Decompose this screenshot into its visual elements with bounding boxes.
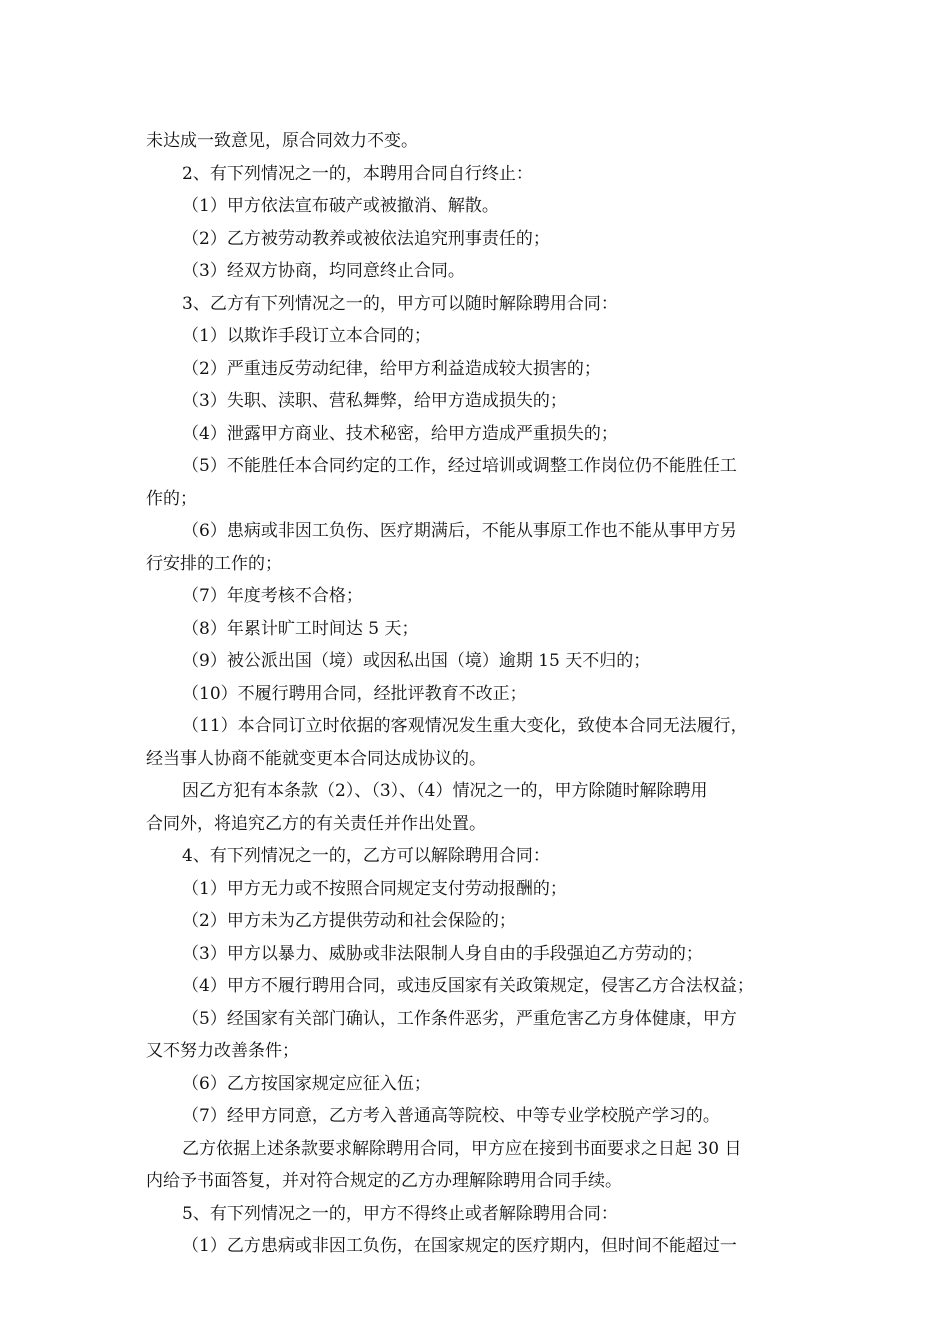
text-line: （9）被公派出国（境）或因私出国（境）逾期 15 天不归的； xyxy=(182,651,651,671)
text-line: （5）经国家有关部门确认，工作条件恶劣，严重危害乙方身体健康，甲方 xyxy=(182,1008,737,1029)
text-line: 因乙方犯有本条款（2）、（3）、（4）情况之一的，甲方除随时解除聘用 xyxy=(182,781,708,801)
text-line: （4）泄露甲方商业、技术秘密，给甲方造成严重损失的； xyxy=(182,423,618,444)
text-line: （1）乙方患病或非因工负伤，在国家规定的医疗期内，但时间不能超过一 xyxy=(182,1236,737,1256)
text-line: （2）乙方被劳动教养或被依法追究刑事责任的； xyxy=(182,228,550,249)
text-line: 未达成一致意见，原合同效力不变。 xyxy=(146,131,418,151)
text-line: （1）以欺诈手段订立本合同的； xyxy=(182,326,431,346)
text-line: 作的； xyxy=(146,488,197,509)
text-line: （2）甲方未为乙方提供劳动和社会保险的； xyxy=(182,911,516,931)
text-line: （3）甲方以暴力、威胁或非法限制人身自由的手段强迫乙方劳动的； xyxy=(182,943,703,964)
text-line: （7）年度考核不合格； xyxy=(182,586,363,606)
text-line: （6）乙方按国家规定应征入伍； xyxy=(182,1073,431,1094)
text-line: （6）患病或非因工负伤、医疗期满后，不能从事原工作也不能从事甲方另 xyxy=(182,521,737,541)
text-line: 3、乙方有下列情况之一的，甲方可以随时解除聘用合同： xyxy=(182,293,618,314)
text-line: （4）甲方不履行聘用合同，或违反国家有关政策规定，侵害乙方合法权益； xyxy=(182,976,754,996)
text-line: 合同外，将追究乙方的有关责任并作出处置。 xyxy=(146,813,486,834)
text-line: 又不努力改善条件； xyxy=(146,1041,299,1061)
text-line: 2、有下列情况之一的，本聘用合同自行终止： xyxy=(182,163,533,184)
text-line: （10）不履行聘用合同，经批评教育不改正； xyxy=(182,683,527,704)
text-line: （1）甲方依法宣布破产或被撤消、解散。 xyxy=(182,196,499,216)
text-line: 4、有下列情况之一的，乙方可以解除聘用合同： xyxy=(182,846,550,866)
document-body xyxy=(146,125,806,1263)
text-line: （8）年累计旷工时间达 5 天； xyxy=(182,618,419,639)
text-line: （7）经甲方同意，乙方考入普通高等院校、中等专业学校脱产学习的。 xyxy=(182,1106,720,1126)
text-line: （11）本合同订立时依据的客观情况发生重大变化，致使本合同无法履行， xyxy=(182,716,748,736)
text-line: （3）失职、渎职、营私舞弊，给甲方造成损失的； xyxy=(182,391,567,411)
text-line: 5、有下列情况之一的，甲方不得终止或者解除聘用合同： xyxy=(182,1203,618,1224)
text-line: （2）严重违反劳动纪律，给甲方利益造成较大损害的； xyxy=(182,358,601,379)
text-line: （1）甲方无力或不按照合同规定支付劳动报酬的； xyxy=(182,878,567,899)
text-line: 内给予书面答复，并对符合规定的乙方办理解除聘用合同手续。 xyxy=(146,1171,622,1191)
text-line: （3）经双方协商，均同意终止合同。 xyxy=(182,261,465,281)
text-line: 行安排的工作的； xyxy=(146,553,282,574)
text-line: 经当事人协商不能就变更本合同达成协议的。 xyxy=(146,748,486,769)
text-line: 乙方依据上述条款要求解除聘用合同，甲方应在接到书面要求之日起 30 日 xyxy=(182,1138,742,1159)
text-line: （5）不能胜任本合同约定的工作，经过培训或调整工作岗位仍不能胜任工 xyxy=(182,456,737,476)
